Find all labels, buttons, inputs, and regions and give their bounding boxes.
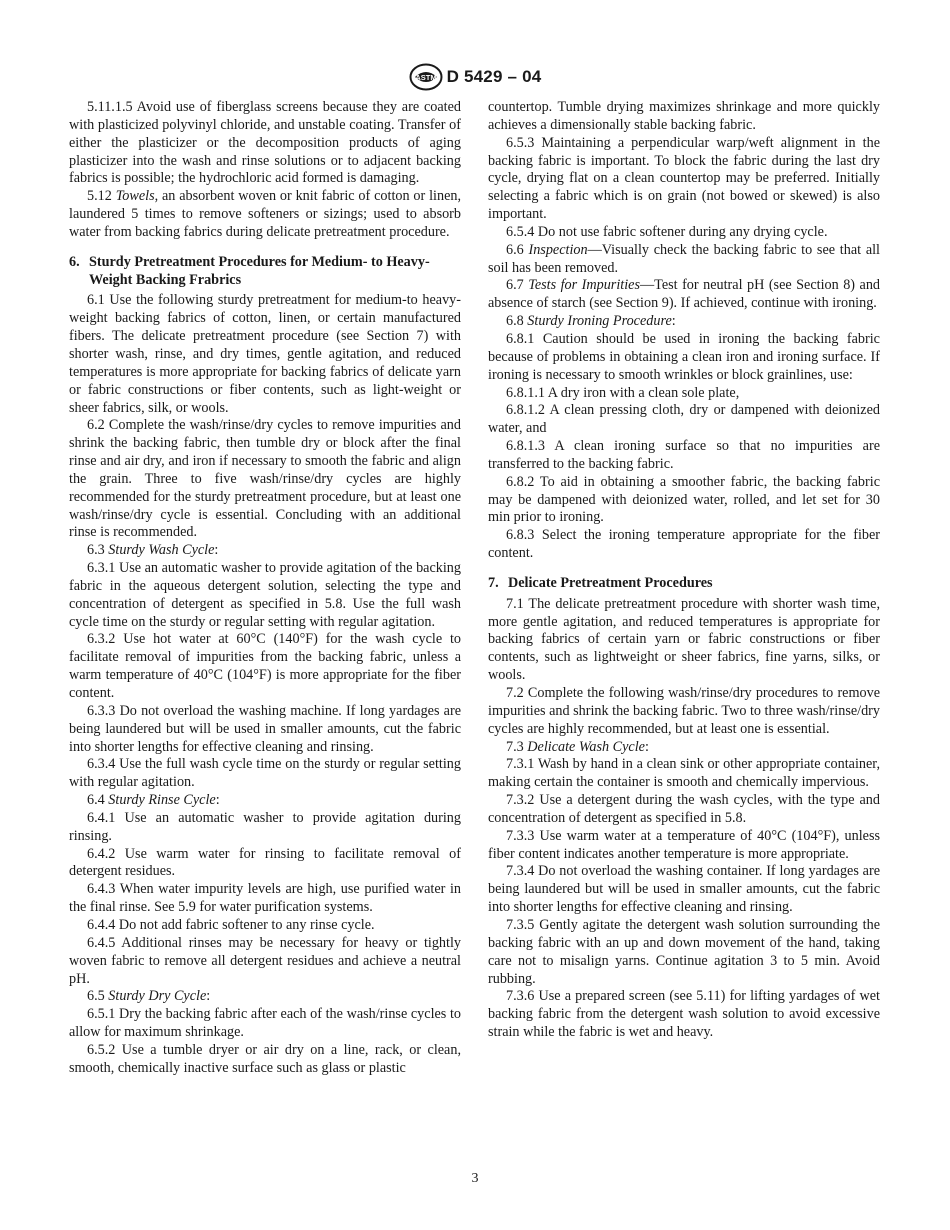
paragraph-6-5-4: 6.5.4 Do not use fabric softener during any drying cycle.	[506, 223, 828, 240]
paragraph-6-1: 6.1 Use the following sturdy pretreatment for medium-to heavy-weight backing fabrics of cotton, linen, or certain manufactured fibers. The delicate pretreatment procedure (see Section 7) with shorter wash, rinse, and dry times, gentle agitation, and reduced temperatures is more appropriate for backing fabrics of delicate yarn or fabric constructions or fiber contents, such as light-weight or sheer fabrics, silk, or wools.	[69, 292, 461, 416]
term: Sturdy Rinse Cycle	[108, 792, 216, 809]
clause-number: 5.12	[87, 188, 112, 205]
paragraph-7-3-5: 7.3.5 Gently agitate the detergent wash solution surrounding the backing fabric with an up and down movement of the hand, taking care not to misalign yarns. Continue agitation 3 to 5 min. Avoid rubbing.	[488, 916, 880, 987]
paragraph-7-3-6: 7.3.6 Use a prepared screen (see 5.11) for lifting yardages of wet backing fabric from the detergent wash solution to avoid excessive strain while the fabric is wet and heavy.	[488, 988, 880, 1041]
paragraph-6-8-1-2: 6.8.1.2 A clean pressing cloth, dry or dampened with deionized water, and	[488, 402, 880, 437]
standard-designation: D 5429 – 04	[446, 67, 542, 86]
section-heading-6	[69, 254, 461, 290]
section-title: Sturdy Pretreatment Procedures for Medium- to Heavy-Weight Backing Frabrics	[89, 253, 430, 288]
paragraph-6-8-1: 6.8.1 Caution should be used in ironing the backing fabric because of problems in obtaining a clean iron and ironing surface. If ironing is necessary to smooth wrinkles or block grainlines, use:	[488, 330, 880, 383]
paragraph-6-5-1: 6.5.1 Dry the backing fabric after each of the wash/rinse cycles to allow for maximum shrinkage.	[69, 1006, 461, 1041]
term: Inspection	[528, 241, 588, 258]
astm-logo-icon	[409, 63, 443, 91]
section-number: 6.	[69, 253, 80, 270]
page-header	[0, 62, 950, 92]
clause-text: , an absorbent woven or knit fabric of cotton or linen, laundered 5 times to remove softeners or sizings; used to absorb water from backing fabrics during delicate pretreatment procedure.	[69, 188, 462, 240]
paragraph-7-3-4: 7.3.4 Do not overload the washing container. If long yardages are being laundered but will be used in smaller amounts, cut the fabric into shorter lengths for effective cleaning and rinsing.	[488, 863, 880, 916]
paragraph-6-4-4: 6.4.4 Do not add fabric softener to any rinse cycle.	[87, 916, 375, 933]
clause-text: :	[215, 792, 220, 809]
paragraph-6-8-1-3: 6.8.1.3 A clean ironing surface so that no impurities are transferred to the backing fabric.	[488, 438, 880, 472]
paragraph-6-3-1: 6.3.1 Use an automatic washer to provide agitation of the backing fabric in the aqueous detergent solution, selecting the type and concentration of detergent as specified in 5.8. Use the full wash cycle time on the sturdy or regular setting with regular agitation.	[69, 560, 461, 630]
page-number: 3	[471, 1171, 479, 1186]
clause-text: —Test for neutral pH (see Section 8) and absence of starch (see Section 9). If achieved, continue with ironing.	[488, 277, 881, 312]
paragraph-6-5-2: 6.5.2 Use a tumble dryer or air dry on a line, rack, or clean, smooth, chemically inactive surface such as glass or plastic	[69, 1041, 461, 1076]
paragraph-7-3-2: 7.3.2 Use a detergent during the wash cycles, with the type and concentration of detergent as specified in 5.8.	[488, 792, 880, 826]
paragraph-6-4-1: 6.4.1 Use an automatic washer to provide agitation during rinsing.	[69, 809, 461, 844]
clause-number: 6.7	[506, 277, 524, 294]
paragraph-6-3-3: 6.3.3 Do not overload the washing machine. If long yardages are being laundered but will be used in smaller amounts, cut the fabric into shorter lengths for effective cleaning and rinsing.	[69, 702, 461, 755]
paragraph-6-8-3: 6.8.3 Select the ironing temperature appropriate for the fiber content.	[488, 527, 880, 562]
paragraph-7-2: 7.2 Complete the following wash/rinse/dry procedures to remove impurities and shrink the backing fabric. Two to three wash/rinse/dry cycles are highly recommended, but at least one is essential.	[488, 685, 880, 737]
paragraph-6-8-1-1: 6.8.1.1 A dry iron with a clean sole plate,	[506, 384, 740, 401]
clause-text: :	[644, 738, 649, 755]
right-column	[488, 99, 880, 1042]
clause-number: 6.4	[87, 792, 105, 809]
paragraph-6-7	[488, 277, 880, 313]
paragraph-6-8-2: 6.8.2 To aid in obtaining a smoother fabric, the backing fabric may be dampened with deionized water, rolled, and let set for 30 min prior to ironing.	[488, 473, 880, 526]
paragraph-5-11-1-5: 5.11.1.5 Avoid use of fiberglass screens because they are coated with plasticized polyvinyl chloride, and unstable coating. Transfer of either the plasticizer or the decomposition products of aging plasticizer into the wash and rinse solutions or to adjacent backing fabrics is possible; the hydrochloric acid formed is damaging.	[69, 99, 461, 187]
paragraph-5-12	[69, 188, 461, 242]
paragraph-6-5-3: 6.5.3 Maintaining a perpendicular warp/weft alignment in the backing fabric is important. To block the fabric during the last dry cycle, drying flat on a clean countertop may be preferred. Initially selecting a fabric which is on grain (not bowed or skewed) is also important.	[488, 134, 880, 223]
paragraph-6-4	[69, 792, 461, 810]
paragraph-6-5	[69, 988, 461, 1006]
clause-text: :	[206, 988, 211, 1005]
paragraph-7-3-1: 7.3.1 Wash by hand in a clean sink or other appropriate container, making certain the container is smooth and chemically impervious.	[488, 756, 880, 791]
clause-number: 6.5	[87, 988, 105, 1005]
paragraph-6-4-3: 6.4.3 When water impurity levels are high, use purified water in the final rinse. See 5.9 for water purification systems.	[69, 881, 461, 916]
section-title: Delicate Pretreatment Procedures	[508, 574, 713, 591]
paragraph-6-6	[488, 242, 880, 278]
paragraph-7-3	[488, 739, 880, 757]
term: Sturdy Ironing Procedure	[527, 313, 672, 330]
clause-text: —Visually check the backing fabric to see that all soil has been removed.	[488, 241, 880, 276]
paragraph-continued: countertop. Tumble drying maximizes shrinkage and more quickly achieves a dimensionally stable backing fabric.	[488, 99, 880, 133]
paragraph-6-3-4: 6.3.4 Use the full wash cycle time on the sturdy or regular setting with regular agitation.	[69, 756, 461, 791]
paragraph-7-3-3: 7.3.3 Use warm water at a temperature of 40°C (104°F), unless fiber content indicates another temperature is more appropriate.	[488, 827, 880, 862]
term: Delicate Wash Cycle	[527, 738, 645, 755]
clause-text: :	[671, 313, 676, 330]
paragraph-6-3	[69, 542, 461, 560]
section-heading-7	[488, 575, 880, 593]
svg-text:ASTM: ASTM	[414, 73, 437, 82]
left-column	[69, 99, 461, 1078]
clause-number: 6.3	[87, 542, 105, 559]
paragraph-6-8	[488, 313, 880, 331]
clause-number: 6.6	[506, 241, 524, 258]
paragraph-6-2: 6.2 Complete the wash/rinse/dry cycles to remove impurities and shrink the backing fabric, then tumble dry or block after the final rinse and air dry, and iron if necessary to smooth the fabric and align the grain. Three to five wash/rinse/dry cycles are highly recommended for the sturdy pretreatment procedure, but at least one wash/rinse/dry cycle is essential. Concluding with an additional rinse is recommended.	[69, 417, 461, 541]
paragraph-7-1: 7.1 The delicate pretreatment procedure with shorter wash time, more gentle agitation, and reduced temperatures is appropriate for backing fabrics of certain yarn or fabric constructions or fiber contents, such as lightweight or sheer fabrics, fine yarns, silks, or wools.	[488, 595, 880, 684]
clause-number: 7.3	[506, 738, 524, 755]
section-number: 7.	[488, 574, 499, 591]
clause-number: 6.8	[506, 313, 524, 330]
paragraph-6-4-2: 6.4.2 Use warm water for rinsing to facilitate removal of detergent residues.	[69, 845, 461, 880]
term: Sturdy Dry Cycle	[108, 988, 207, 1005]
paragraph-6-3-2: 6.3.2 Use hot water at 60°C (140°F) for the wash cycle to facilitate removal of impurities from the backing fabric, unless a warm temperature of 40°C (104°F) is more appropriate for the fiber content.	[69, 631, 461, 701]
term: Towels	[115, 188, 155, 205]
clause-text: :	[214, 542, 219, 559]
term: Sturdy Wash Cycle	[108, 542, 215, 559]
term: Tests for Impurities	[528, 277, 640, 294]
paragraph-6-4-5: 6.4.5 Additional rinses may be necessary for heavy or tightly woven fabric to remove all detergent residues and achieve a neutral pH.	[69, 934, 461, 987]
